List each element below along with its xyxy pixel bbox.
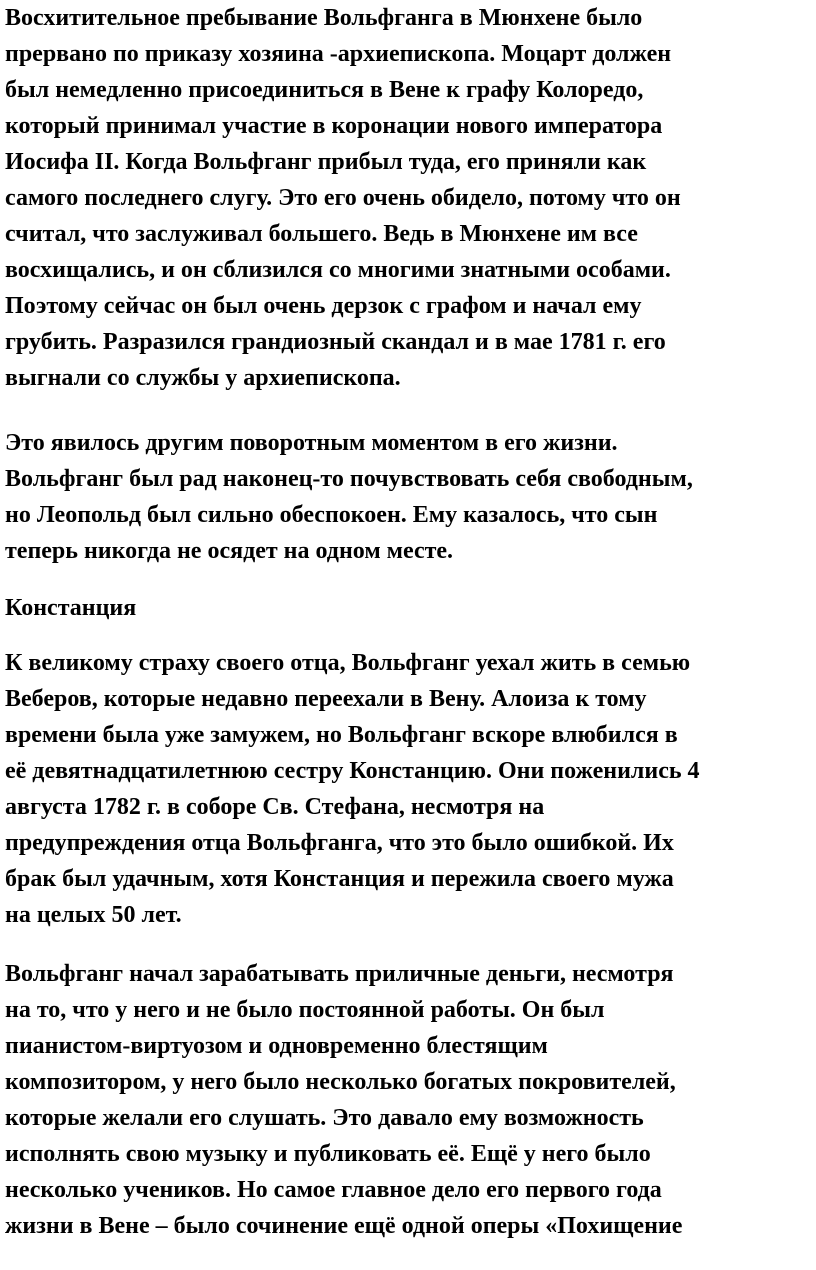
text-line: грубить. Разразился грандиозный скандал и в мае 1781 г. его [5,329,666,355]
text-line: Восхитительное пребывание Вольфганга в Мюнхене было [5,5,643,31]
text-line: времени была уже замужем, но Вольфганг вскоре влюбился в [5,722,678,748]
text-line: выгнали со службы у архиепископа. [5,365,401,391]
text-line: который принимал участие в коронации нового императора [5,113,663,139]
text-line: брак был удачным, хотя Констанция и пережила своего мужа [5,866,674,892]
text-line: Вольфганг был рад наконец-то почувствовать себя свободным, [5,466,693,492]
text-line: прервано по приказу хозяина -архиепископа. Моцарт должен [5,41,672,67]
text-line: Это явилось другим поворотным моментом в его жизни. [5,430,618,456]
paragraph-marriage [5,645,700,933]
text-line: Веберов, которые недавно переехали в Вену. Алоиза к тому [5,686,647,712]
text-line: августа 1782 г. в соборе Св. Стефана, несмотря на [5,794,545,820]
text-line: был немедленно присоединиться в Вене к графу Колоредо, [5,77,644,103]
section-heading-constanze [5,590,136,626]
text-line: композитором, у него было несколько богатых покровителей, [5,1069,676,1095]
text-line: но Леопольд был сильно обеспокоен. Ему казалось, что сын [5,502,658,528]
paragraph-vienna-career [5,956,682,1244]
text-line: самого последнего слугу. Это его очень обидело, потому что он [5,185,681,211]
text-line: К великому страху своего отца, Вольфганг уехал жить в семью [5,650,691,676]
text-line: её девятнадцатилетнюю сестру Констанцию. Они поженились 4 [5,758,700,784]
text-line: на то, что у него и не было постоянной работы. Он был [5,997,605,1023]
text-line: теперь никогда не осядет на одном месте. [5,538,454,564]
text-line: Иосифа II. Когда Вольфганг прибыл туда, его приняли как [5,149,647,175]
text-line: восхищались, и он сблизился со многими знатными особами. [5,257,671,283]
text-line: несколько учеников. Но самое главное дело его первого года [5,1177,662,1203]
text-line: предупреждения отца Вольфганга, что это было ошибкой. Их [5,830,674,856]
paragraph-munich-departure [5,0,681,396]
text-line: Вольфганг начал зарабатывать приличные деньги, несмотря [5,961,674,987]
document-page [5,0,813,1270]
text-line: жизни в Вене – было сочинение ещё одной оперы «Похищение [5,1213,683,1239]
text-line: на целых 50 лет. [5,902,182,928]
text-line: считал, что заслуживал большего. Ведь в Мюнхене им все [5,221,638,247]
text-line: исполнять свою музыку и публиковать её. Ещё у него было [5,1141,651,1167]
text-line: Поэтому сейчас он был очень дерзок с графом и начал ему [5,293,642,319]
text-line: которые желали его слушать. Это давало ему возможность [5,1105,644,1131]
paragraph-turning-point [5,425,693,569]
section-heading: Констанция [5,595,137,621]
text-line: пианистом-виртуозом и одновременно блестящим [5,1033,548,1059]
